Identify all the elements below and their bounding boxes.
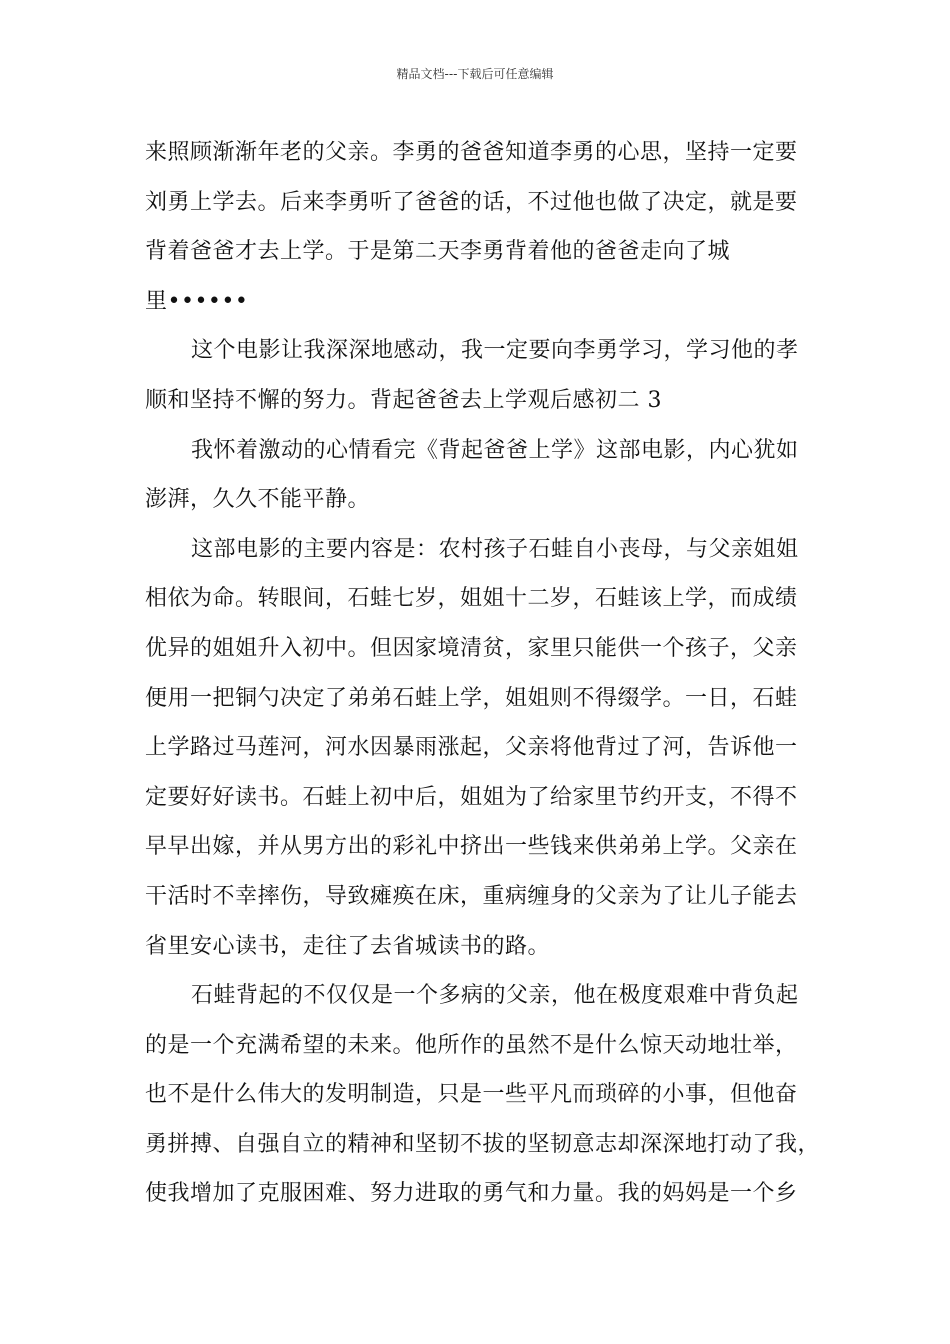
text-line: 澎湃，久久不能平静。	[145, 487, 371, 513]
text-line: 勇拼搏、自强自立的精神和坚韧不拔的坚韧意志却深深地打动了我，	[145, 1131, 821, 1157]
text-line: 优异的姐姐升入初中。但因家境清贫，家里只能供一个孩子，父亲	[145, 635, 798, 661]
text-line: 便用一把铜勺决定了弟弟石蛙上学，姐姐则不得缀学。一日，石蛙	[145, 685, 798, 711]
text-line: 使我增加了克服困难、努力进取的勇气和力量。我的妈妈是一个乡	[145, 1181, 798, 1207]
paragraph-3	[145, 426, 830, 525]
text-line: 顺和坚持不懈的努力。背起爸爸去上学观后感初二 3	[145, 387, 662, 413]
text-line: 也不是什么伟大的发明制造，只是一些平凡而琐碎的小事，但他奋	[145, 1082, 798, 1108]
text-line: 石蛙背起的不仅仅是一个多病的父亲，他在极度艰难中背负起	[191, 983, 799, 1009]
text-line: 相依为命。转眼间，石蛙七岁，姐姐十二岁，石蛙该上学，而成绩	[145, 586, 798, 612]
paragraph-1	[145, 128, 830, 326]
paragraph-4	[145, 525, 830, 971]
text-line: 来照顾渐渐年老的父亲。李勇的爸爸知道李勇的心思，坚持一定要	[145, 140, 798, 165]
paragraph-2	[145, 326, 830, 425]
document-body	[145, 128, 830, 1219]
text-line: 早早出嫁，并从男方出的彩礼中挤出一些钱来供弟弟上学。父亲在	[145, 834, 798, 860]
text-line: 这部电影的主要内容是：农村孩子石蛙自小丧母，与父亲姐姐	[191, 536, 799, 562]
text-line: 定要好好读书。石蛙上初中后，姐姐为了给家里节约开支，不得不	[145, 784, 798, 810]
text-line: 上学路过马莲河，河水因暴雨涨起，父亲将他背过了河，告诉他一	[145, 735, 798, 761]
text-line: 干活时不幸摔伤，导致瘫痪在床，重病缠身的父亲为了让儿子能去	[145, 883, 798, 909]
text-line: 的是一个充满希望的未来。他所作的虽然不是什么惊天动地壮举，	[145, 1032, 798, 1058]
paragraph-5	[145, 971, 830, 1219]
text-line: 刘勇上学去。后来李勇听了爸爸的话，不过他也做了决定，就是要	[145, 189, 798, 215]
text-line: 省里安心读书，走往了去省城读书的路。	[145, 933, 551, 959]
text-line: 我怀着激动的心情看完《背起爸爸上学》这部电影，内心犹如	[191, 437, 799, 463]
text-line: 这个电影让我深深地感动，我一定要向李勇学习，学习他的孝	[191, 338, 799, 364]
text-line: 背着爸爸才去上学。于是第二天李勇背着他的爸爸走向了城	[145, 239, 731, 265]
page-header: 精品文档---下载后可任意编辑	[396, 67, 554, 81]
text-line: 里••••••	[145, 288, 249, 314]
